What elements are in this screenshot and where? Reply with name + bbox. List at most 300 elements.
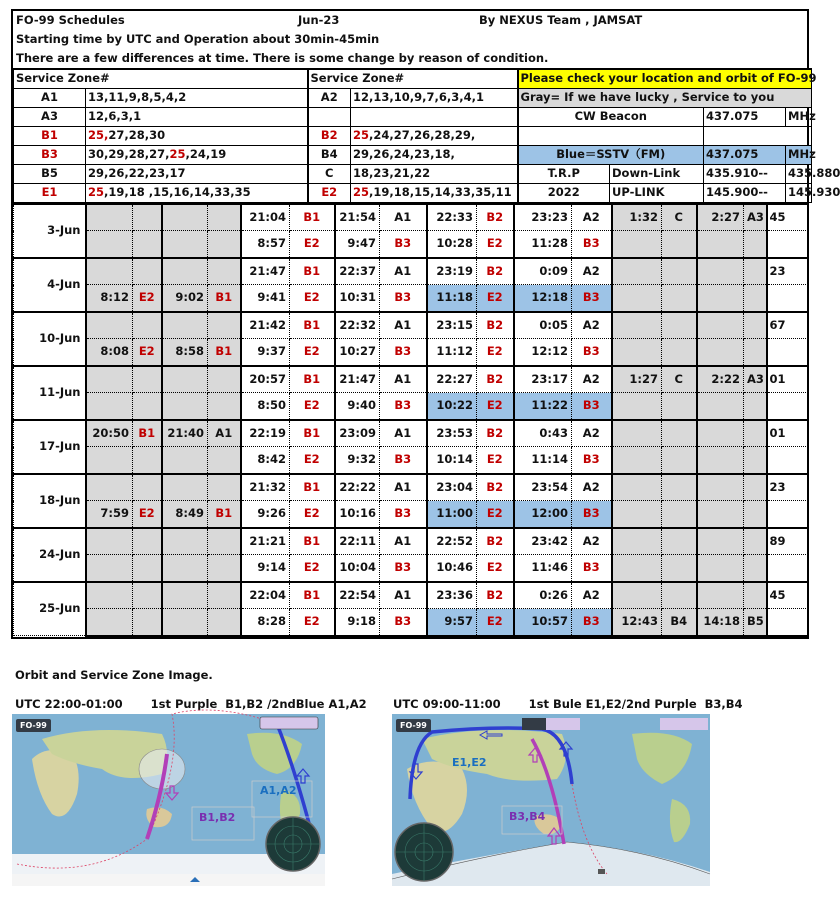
pass-time: 10:31	[335, 285, 380, 312]
uplink-label: UP-LINK	[610, 183, 704, 202]
blank-cell	[767, 339, 808, 366]
zone-value-rest: 30,29,28,27,	[88, 147, 170, 161]
pass-zone: A2	[572, 582, 612, 609]
pass-time	[86, 582, 133, 609]
pass-date: 24-Jun	[14, 528, 86, 582]
pass-time	[697, 339, 744, 366]
sheet-title: FO-99 Schedules	[16, 13, 125, 27]
blank-cell	[767, 393, 808, 420]
pass-time	[162, 609, 208, 636]
pass-zone: A1	[208, 420, 241, 447]
pass-zone	[133, 474, 162, 501]
pass-zone: E2	[477, 285, 514, 312]
pass-zone: B3	[572, 555, 612, 582]
schedule-row	[14, 582, 808, 609]
pass-zone	[744, 420, 767, 447]
pass-time: 21:42	[241, 312, 290, 339]
pass-time: 0:26	[514, 582, 572, 609]
pass-time	[86, 393, 133, 420]
pass-zone: A1	[380, 474, 427, 501]
pass-time: 10:57	[514, 609, 572, 636]
pass-time: 23:04	[427, 474, 477, 501]
pass-number: 45	[767, 582, 808, 609]
zone-values	[351, 126, 518, 145]
header-row-2	[13, 30, 807, 49]
sheet-month: Jun-23	[298, 13, 340, 27]
pass-date: 10-Jun	[14, 312, 86, 366]
pass-time: 9:40	[335, 393, 380, 420]
pass-time: 23:53	[427, 420, 477, 447]
pass-date: 11-Jun	[14, 366, 86, 420]
pass-zone: B1	[290, 204, 335, 231]
pass-time: 11:22	[514, 393, 572, 420]
pass-time	[697, 474, 744, 501]
pass-time: 20:50	[86, 420, 133, 447]
blue-zone-label: A1,A2	[260, 784, 297, 797]
pass-zone: B5	[744, 609, 767, 636]
pass-time: 23:54	[514, 474, 572, 501]
pass-date: 4-Jun	[14, 258, 86, 312]
schedule-row	[14, 447, 808, 474]
pass-date: 18-Jun	[14, 474, 86, 528]
cw-beacon-label: CW Beacon	[518, 107, 704, 126]
header-row-3	[13, 49, 807, 68]
pass-zone	[744, 312, 767, 339]
pass-time: 22:33	[427, 204, 477, 231]
pass-time	[162, 258, 208, 285]
pass-time: 23:42	[514, 528, 572, 555]
pass-time: 11:28	[514, 231, 572, 258]
pass-zone: B2	[477, 312, 514, 339]
world-map-image	[392, 714, 710, 886]
pass-time	[162, 474, 208, 501]
pass-time: 0:05	[514, 312, 572, 339]
pass-zone: E2	[290, 501, 335, 528]
pass-zone	[662, 582, 697, 609]
pass-time	[612, 393, 662, 420]
pass-zone: A1	[380, 366, 427, 393]
pass-zone: B4	[662, 609, 697, 636]
pass-time	[612, 501, 662, 528]
satellite-badge: FO-99	[396, 719, 431, 732]
pass-time: 10:27	[335, 339, 380, 366]
pass-time: 21:21	[241, 528, 290, 555]
pass-time	[162, 204, 208, 231]
pass-zone	[208, 231, 241, 258]
pass-zone: B3	[380, 609, 427, 636]
pass-number: 01	[767, 420, 808, 447]
pass-schedule-table	[13, 203, 808, 637]
pass-time: 8:28	[241, 609, 290, 636]
pass-zone: A2	[572, 420, 612, 447]
pass-zone: B3	[380, 501, 427, 528]
pass-time	[86, 447, 133, 474]
pass-zone	[662, 285, 697, 312]
zone-value-highlight: 25,	[88, 128, 109, 142]
blank-cell	[518, 126, 704, 145]
schedule-row	[14, 312, 808, 339]
pass-time	[612, 447, 662, 474]
right-map-caption: UTC 09:00-11:00 1st Bule E1,E2/2nd Purple B3,B4	[393, 697, 743, 711]
pass-time	[86, 204, 133, 231]
pass-zone: B3	[572, 231, 612, 258]
pass-zone: A2	[572, 474, 612, 501]
pass-zone: E2	[290, 393, 335, 420]
pass-zone: A1	[380, 258, 427, 285]
purple-zone-label: B3,B4	[509, 810, 546, 823]
pass-zone	[662, 474, 697, 501]
pass-zone: E2	[290, 339, 335, 366]
pass-zone: E2	[290, 609, 335, 636]
zone-code: B2	[308, 126, 351, 145]
pass-time: 22:11	[335, 528, 380, 555]
pass-time	[612, 285, 662, 312]
pass-zone	[744, 285, 767, 312]
pass-time	[86, 258, 133, 285]
pass-time	[162, 528, 208, 555]
pass-time: 8:49	[162, 501, 208, 528]
pass-time: 10:16	[335, 501, 380, 528]
blank-cell	[767, 447, 808, 474]
pass-time	[697, 231, 744, 258]
sstv-legend: Blue＝SSTV（FM)	[518, 145, 704, 164]
schedule-row	[14, 420, 808, 447]
pass-time	[697, 258, 744, 285]
pass-time	[86, 474, 133, 501]
pass-zone	[208, 555, 241, 582]
pass-time: 21:54	[335, 204, 380, 231]
schedule-row	[14, 366, 808, 393]
zone-values	[351, 107, 518, 126]
zone-heading-left: Service Zone#	[14, 69, 308, 88]
pass-number: 23	[767, 474, 808, 501]
zone-code	[308, 107, 351, 126]
schedule-sheet	[11, 9, 840, 639]
trp-label: T.R.P	[518, 164, 610, 183]
pass-time: 14:18	[697, 609, 744, 636]
info-box	[546, 718, 580, 730]
pass-zone: B1	[208, 501, 241, 528]
pass-zone: A3	[744, 204, 767, 231]
pass-zone	[662, 393, 697, 420]
blank-cell	[767, 231, 808, 258]
pass-time: 12:18	[514, 285, 572, 312]
pass-time: 8:50	[241, 393, 290, 420]
pass-zone: A2	[572, 366, 612, 393]
pass-time: 10:46	[427, 555, 477, 582]
pass-zone	[744, 582, 767, 609]
schedule-row	[14, 231, 808, 258]
pass-zone	[744, 339, 767, 366]
pass-time: 11:46	[514, 555, 572, 582]
pass-zone	[133, 609, 162, 636]
pass-time: 22:52	[427, 528, 477, 555]
pass-time: 22:32	[335, 312, 380, 339]
pass-zone	[662, 501, 697, 528]
pass-date: 17-Jun	[14, 420, 86, 474]
pass-zone	[662, 447, 697, 474]
pass-zone: E2	[477, 339, 514, 366]
pass-zone	[133, 528, 162, 555]
zone-values: 13,11,9,8,5,4,2	[86, 88, 308, 107]
pass-zone	[133, 555, 162, 582]
pass-time	[612, 312, 662, 339]
pass-zone	[662, 420, 697, 447]
zone-values: 12,13,10,9,7,6,3,4,1	[351, 88, 518, 107]
zone-values	[86, 183, 308, 202]
zone-code: C	[308, 164, 351, 183]
zone-heading-right: Service Zone#	[308, 69, 518, 88]
schedule-row	[14, 528, 808, 555]
pass-zone	[662, 231, 697, 258]
pass-time	[697, 312, 744, 339]
pass-zone	[208, 582, 241, 609]
pass-time: 23:17	[514, 366, 572, 393]
pass-time	[612, 420, 662, 447]
pass-time: 9:37	[241, 339, 290, 366]
pass-number: 01	[767, 366, 808, 393]
pass-zone: B3	[572, 447, 612, 474]
pass-time: 9:41	[241, 285, 290, 312]
pass-zone	[662, 555, 697, 582]
pass-zone: E2	[477, 501, 514, 528]
blank-cell	[767, 285, 808, 312]
pass-zone: E2	[133, 339, 162, 366]
pass-time	[162, 366, 208, 393]
pass-time: 9:47	[335, 231, 380, 258]
pass-zone: E2	[477, 555, 514, 582]
pass-time: 9:32	[335, 447, 380, 474]
pass-zone	[208, 204, 241, 231]
purple-zone-label: B1,B2	[199, 811, 236, 824]
blue-zone-label: E1,E2	[452, 756, 487, 769]
zone-value-highlight: 25	[353, 185, 370, 199]
pass-time: 10:04	[335, 555, 380, 582]
pass-zone	[133, 258, 162, 285]
pass-zone: B1	[290, 582, 335, 609]
pass-time	[86, 555, 133, 582]
pass-time: 12:00	[514, 501, 572, 528]
gray-legend: Gray= If we have lucky , Service to you	[518, 88, 812, 107]
pass-zone	[662, 528, 697, 555]
pass-time: 10:28	[427, 231, 477, 258]
pass-time: 21:40	[162, 420, 208, 447]
pass-zone	[208, 393, 241, 420]
pass-time	[162, 312, 208, 339]
difference-note: There are a few differences at time. There is some change by reason of condition.	[16, 51, 549, 65]
pass-zone	[744, 447, 767, 474]
zone-value-rest: ,19,18 ,15,16,14,33,35	[104, 185, 251, 199]
zone-code: A3	[14, 107, 86, 126]
pass-time: 22:22	[335, 474, 380, 501]
pass-time: 8:58	[162, 339, 208, 366]
pass-time: 11:18	[427, 285, 477, 312]
pass-zone	[208, 474, 241, 501]
pass-zone: A1	[380, 420, 427, 447]
schedule-row	[14, 339, 808, 366]
pass-zone: B3	[380, 231, 427, 258]
pass-zone: B3	[380, 393, 427, 420]
zone-values	[351, 183, 518, 202]
pass-time: 8:57	[241, 231, 290, 258]
pass-zone	[744, 231, 767, 258]
pass-date: 25-Jun	[14, 582, 86, 636]
pass-zone	[208, 366, 241, 393]
pass-time: 11:12	[427, 339, 477, 366]
zone-values	[86, 126, 308, 145]
pass-zone: E2	[477, 231, 514, 258]
pass-zone: A2	[572, 528, 612, 555]
pass-time	[162, 555, 208, 582]
sheet-author: By NEXUS Team , JAMSAT	[479, 13, 643, 27]
pass-time: 10:22	[427, 393, 477, 420]
pass-time: 0:09	[514, 258, 572, 285]
downlink-to: 435.880	[786, 164, 812, 183]
zone-code: A1	[14, 88, 86, 107]
pass-zone	[208, 609, 241, 636]
pass-time	[697, 555, 744, 582]
pass-zone: B2	[477, 420, 514, 447]
zone-code: B5	[14, 164, 86, 183]
pass-time: 8:12	[86, 285, 133, 312]
zone-value-rest: ,24,19	[185, 147, 227, 161]
pass-time: 2:27	[697, 204, 744, 231]
pass-time: 20:57	[241, 366, 290, 393]
pass-time: 23:15	[427, 312, 477, 339]
zone-values	[86, 145, 308, 164]
blank-cell	[767, 501, 808, 528]
pass-date: 3-Jun	[14, 204, 86, 258]
pass-time: 1:32	[612, 204, 662, 231]
schedule-row	[14, 474, 808, 501]
pass-time	[697, 447, 744, 474]
pass-zone: B3	[572, 285, 612, 312]
pass-zone: B3	[572, 501, 612, 528]
schedule-row	[14, 501, 808, 528]
cw-beacon-freq: 437.075	[704, 107, 786, 126]
pass-zone: B1	[133, 420, 162, 447]
pass-zone: B1	[208, 285, 241, 312]
pass-time: 8:42	[241, 447, 290, 474]
info-box	[660, 718, 708, 730]
trp-year: 2022	[518, 183, 610, 202]
pass-zone	[133, 393, 162, 420]
pass-time	[697, 393, 744, 420]
zone-code: E2	[308, 183, 351, 202]
pass-zone: A1	[380, 528, 427, 555]
pass-zone: E2	[290, 285, 335, 312]
pass-time: 11:14	[514, 447, 572, 474]
pass-time: 21:47	[335, 366, 380, 393]
pass-time: 22:54	[335, 582, 380, 609]
pass-zone: E2	[290, 231, 335, 258]
pass-zone	[208, 528, 241, 555]
pass-zone: B3	[572, 393, 612, 420]
pass-zone	[744, 528, 767, 555]
pass-time	[697, 528, 744, 555]
pass-zone	[208, 447, 241, 474]
zone-value-rest: 27,28,30	[108, 128, 166, 142]
downlink-label: Down-Link	[610, 164, 704, 183]
pass-time: 22:27	[427, 366, 477, 393]
pass-time: 12:43	[612, 609, 662, 636]
zone-value-rest: ,24,27,26,28,29,	[369, 128, 476, 142]
pass-zone: E2	[477, 393, 514, 420]
pass-time: 22:19	[241, 420, 290, 447]
pass-zone: B3	[572, 339, 612, 366]
pass-time	[86, 609, 133, 636]
pass-zone: E2	[477, 447, 514, 474]
pass-time: 1:27	[612, 366, 662, 393]
pass-zone: B3	[380, 339, 427, 366]
pass-zone: A2	[572, 204, 612, 231]
pass-zone: A2	[572, 258, 612, 285]
pass-time: 9:02	[162, 285, 208, 312]
zone-code: A2	[308, 88, 351, 107]
zone-values: 12,6,3,1	[86, 107, 308, 126]
pass-zone	[133, 231, 162, 258]
blank-cell	[767, 555, 808, 582]
pass-zone: A1	[380, 204, 427, 231]
zone-value-highlight: 25	[169, 147, 186, 161]
pass-zone	[133, 582, 162, 609]
pass-time: 12:12	[514, 339, 572, 366]
zone-value-highlight: 25	[353, 128, 370, 142]
pass-time	[86, 366, 133, 393]
pass-zone: B2	[477, 258, 514, 285]
pass-time: 9:57	[427, 609, 477, 636]
pass-time: 22:37	[335, 258, 380, 285]
header-row-1	[13, 11, 807, 30]
pass-zone	[133, 204, 162, 231]
pass-zone: B2	[477, 204, 514, 231]
pass-zone	[744, 501, 767, 528]
satellite-badge: FO-99	[16, 719, 51, 732]
pass-time: 21:04	[241, 204, 290, 231]
zone-values: 18,23,21,22	[351, 164, 518, 183]
pass-zone: E2	[290, 447, 335, 474]
pass-zone: B3	[380, 447, 427, 474]
pass-time	[697, 285, 744, 312]
zone-code: B4	[308, 145, 351, 164]
pass-zone: B3	[380, 555, 427, 582]
pass-zone: A1	[380, 312, 427, 339]
pass-zone	[208, 258, 241, 285]
pass-zone: E2	[290, 555, 335, 582]
pass-zone: B2	[477, 582, 514, 609]
pass-time: 0:43	[514, 420, 572, 447]
pass-time: 2:22	[697, 366, 744, 393]
pass-zone: E2	[477, 609, 514, 636]
pass-time	[612, 555, 662, 582]
pass-zone: B1	[290, 366, 335, 393]
pass-time	[86, 231, 133, 258]
zone-value-highlight: 25	[88, 185, 105, 199]
pass-time: 23:19	[427, 258, 477, 285]
uplink-from: 145.900--	[704, 183, 786, 202]
satellite-marker	[598, 869, 605, 874]
pass-time	[612, 339, 662, 366]
blank-cell	[704, 126, 812, 145]
pass-zone: B2	[477, 474, 514, 501]
schedule-row	[14, 285, 808, 312]
schedule-row	[14, 204, 808, 231]
orbit-section-title: Orbit and Service Zone Image.	[15, 668, 213, 682]
uplink-to: 145.930	[786, 183, 812, 202]
pass-time	[162, 582, 208, 609]
sstv-unit: MHz	[786, 145, 812, 164]
downlink-from: 435.910--	[704, 164, 786, 183]
